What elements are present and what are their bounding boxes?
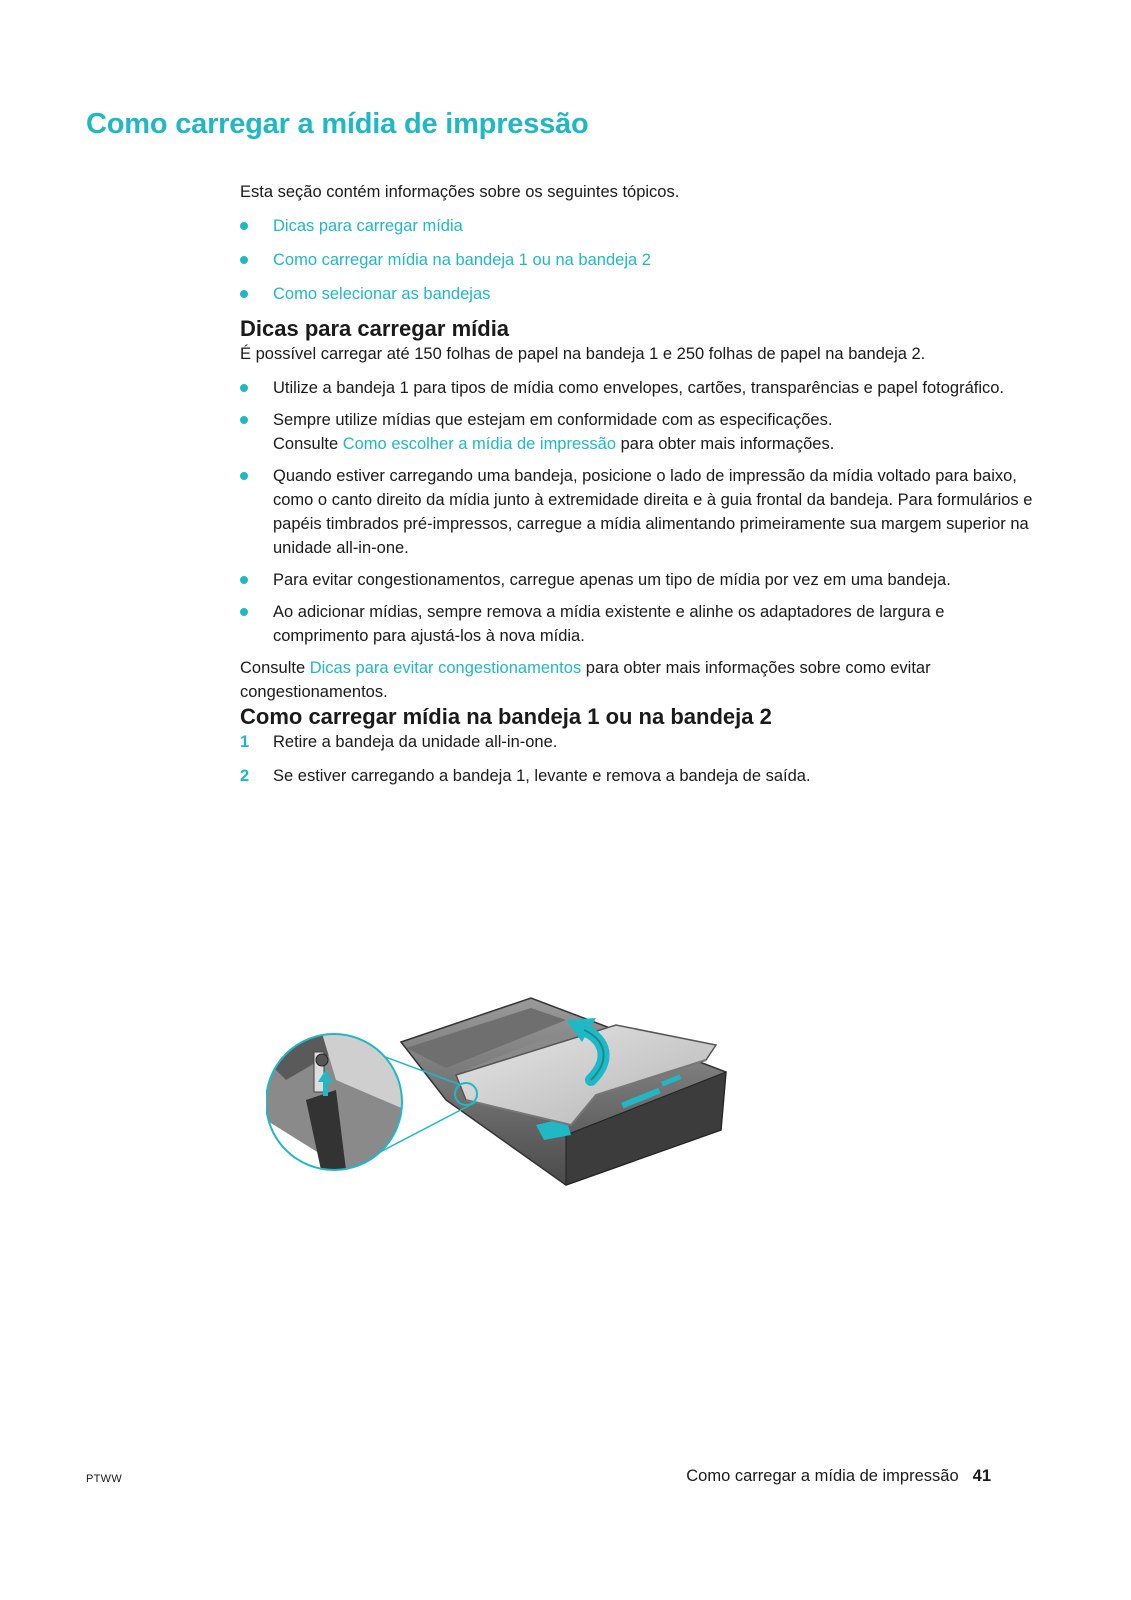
topic-item [240, 214, 1040, 238]
footer-running-title [686, 1467, 991, 1486]
tips-list [240, 376, 1040, 648]
link-escolher-midia[interactable]: Como escolher a mídia de impressão [342, 435, 617, 453]
footer-locale: PTWW [86, 1473, 123, 1485]
intro-text: Esta seção contém informações sobre os seguintes tópicos. [240, 183, 680, 201]
tip-text: Ao adicionar mídias, sempre remova a mídia existente e alinhe os adaptadores de largura e comprimento para ajustá-los à nova mídia. [273, 603, 945, 645]
main-content [240, 180, 1040, 798]
tip-text: Consulte [273, 435, 343, 453]
capacity-paragraph: É possível carregar até 150 folhas de papel na bandeja 1 e 250 folhas de papel na bandeja 2. [240, 345, 926, 363]
tip-item [240, 464, 1040, 560]
bullet-dot-icon [240, 576, 248, 584]
tip-text: Quando estiver carregando uma bandeja, posicione o lado de impressão da mídia voltado para baixo, como o canto direito da mídia junto à extremidade direita e à guia frontal da bandeja. Para formulários e papéis timbrados pré-impressos, carregue a mídia alimentando primeiramente sua margem superior na unidade all-in-one. [273, 467, 1033, 557]
tip-text: Para evitar congestionamentos, carregue apenas um tipo de mídia por vez em uma bandeja. [273, 571, 951, 589]
step-text: Retire a bandeja da unidade all-in-one. [273, 733, 558, 751]
tray-illustration [266, 990, 736, 1195]
step-text: Se estiver carregando a bandeja 1, levante e remova a bandeja de saída. [273, 767, 811, 785]
topic-link-selecionar-bandejas[interactable]: Como selecionar as bandejas [273, 285, 491, 303]
section-heading-dicas: Dicas para carregar mídia [240, 316, 510, 341]
step-item [240, 764, 1040, 788]
tip-text: Sempre utilize mídias que estejam em conformidade com as especificações. [273, 411, 833, 429]
consult-paragraph [240, 656, 1040, 704]
footer-chapter: Como carregar a mídia de impressão [686, 1467, 959, 1485]
bullet-dot-icon [240, 222, 248, 230]
consult-text: para obter mais informações sobre como evitar congestionamentos. [240, 659, 931, 701]
tip-text: para obter mais informações. [616, 435, 835, 453]
page-title: Como carregar a mídia de impressão [86, 108, 589, 140]
topic-link-carregar-bandeja[interactable]: Como carregar mídia na bandeja 1 ou na bandeja 2 [273, 251, 651, 269]
consult-text: Consulte [240, 659, 310, 677]
topic-item [240, 248, 1040, 272]
page-number: 41 [972, 1467, 991, 1485]
bullet-dot-icon [240, 290, 248, 298]
section-heading-carregar: Como carregar mídia na bandeja 1 ou na bandeja 2 [240, 704, 772, 729]
step-number: 1 [240, 733, 250, 751]
bullet-dot-icon [240, 256, 248, 264]
steps-list [240, 730, 1040, 788]
topic-link-dicas[interactable]: Dicas para carregar mídia [273, 217, 463, 235]
step-number: 2 [240, 767, 250, 785]
tip-item [240, 408, 1040, 456]
bullet-dot-icon [240, 472, 248, 480]
tip-item [240, 568, 1040, 592]
step-item [240, 730, 1040, 754]
topic-item [240, 282, 1040, 306]
tip-text: Utilize a bandeja 1 para tipos de mídia como envelopes, cartões, transparências e papel fotográfico. [273, 379, 1005, 397]
bullet-dot-icon [240, 384, 248, 392]
link-evitar-congestionamentos[interactable]: Dicas para evitar congestionamentos [309, 659, 582, 677]
tip-item [240, 600, 1040, 648]
bullet-dot-icon [240, 416, 248, 424]
bullet-dot-icon [240, 608, 248, 616]
tip-item [240, 376, 1040, 400]
topic-list [240, 214, 1040, 306]
